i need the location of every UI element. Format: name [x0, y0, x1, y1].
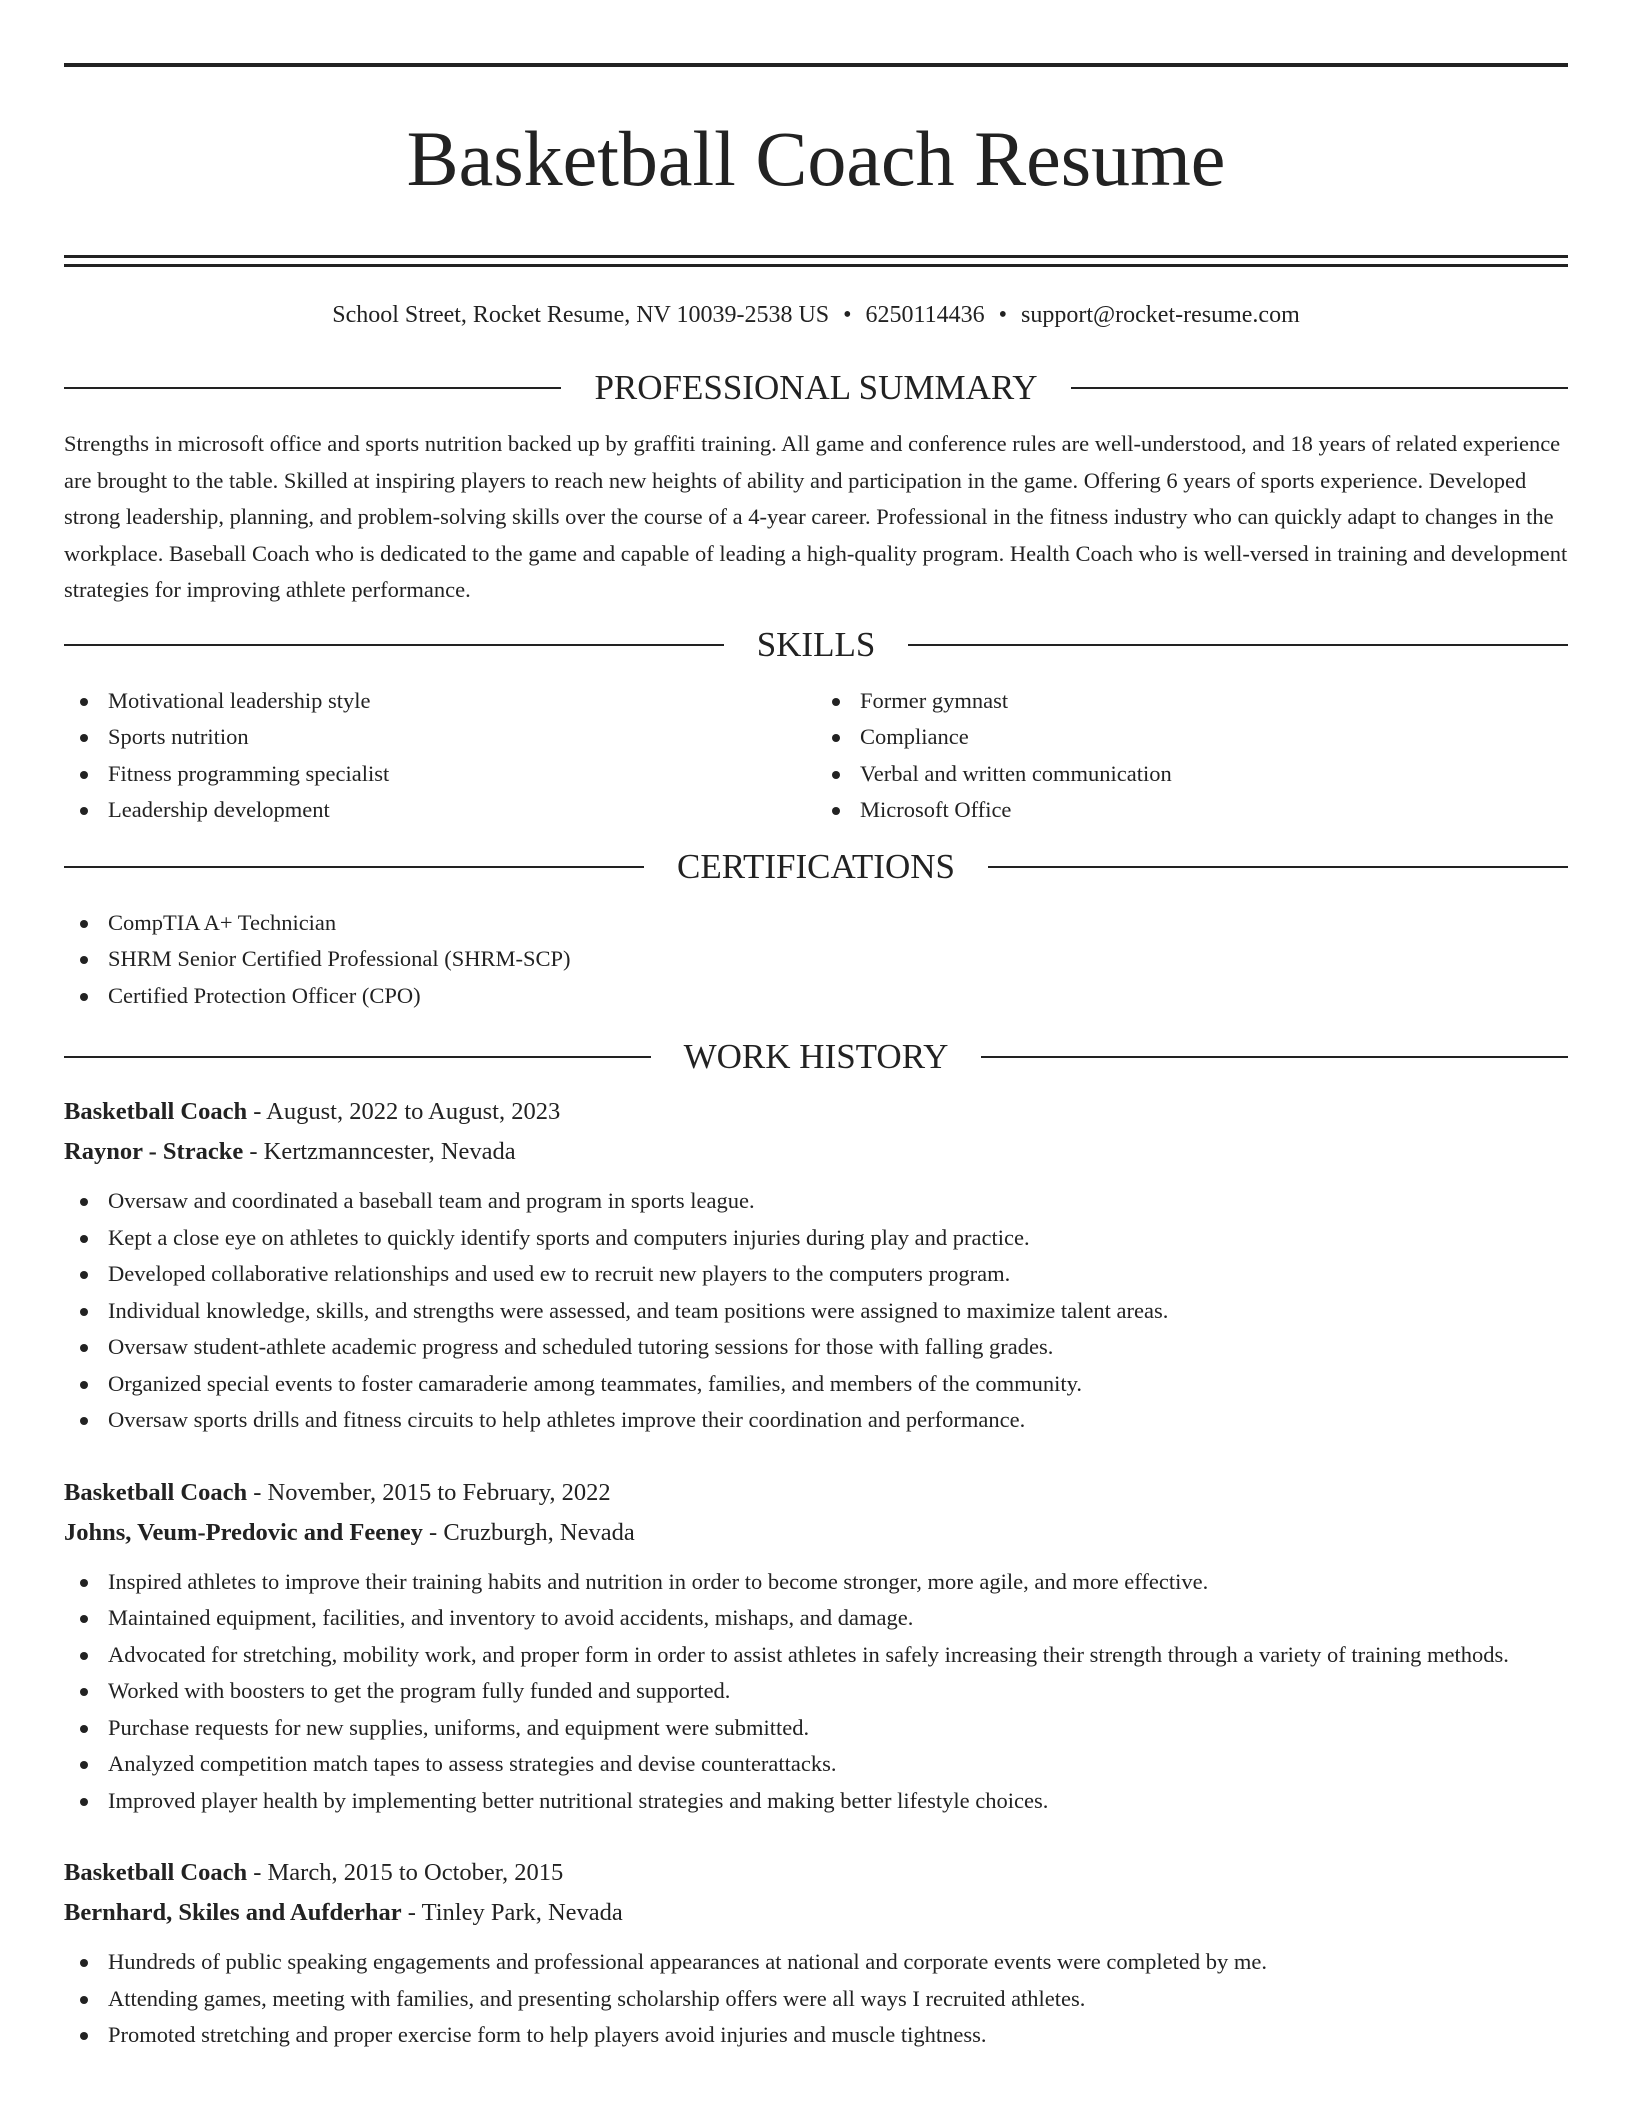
- heading-rule-left: [64, 1056, 651, 1058]
- job-duty-item: [64, 1564, 1568, 1601]
- bullet-dot: [80, 2032, 88, 2040]
- job-duty-item: [64, 1366, 1568, 1403]
- job-duty-item-text: Improved player health by implementing better nutritional strategies and making better lifestyle choices.: [108, 1787, 1049, 1813]
- job-title-line: [64, 1092, 1568, 1132]
- skill-item: [816, 683, 1568, 720]
- skill-item-text: Motivational leadership style: [108, 687, 371, 713]
- job-location: Cruzburgh, Nevada: [443, 1518, 635, 1546]
- bullet-dot: [80, 1798, 88, 1806]
- skills-column-right: [816, 683, 1568, 829]
- skills-list-right: [816, 683, 1568, 829]
- summary-heading: [64, 366, 1568, 410]
- bullet-dot: [80, 956, 88, 964]
- certifications-heading-label: CERTIFICATIONS: [677, 846, 955, 886]
- job-company: Johns, Veum-Predovic and Feeney: [64, 1518, 423, 1546]
- contact-address: School Street, Rocket Resume, NV 10039-2538 US: [332, 302, 830, 328]
- job-location: Tinley Park, Nevada: [421, 1899, 623, 1926]
- bullet-dot: [80, 1344, 88, 1352]
- skill-item: [816, 792, 1568, 829]
- certification-item-text: Certified Protection Officer (CPO): [108, 982, 421, 1008]
- bullet-dot: [80, 1417, 88, 1425]
- skill-item-text: Microsoft Office: [860, 797, 1012, 822]
- skill-item: [816, 756, 1568, 793]
- heading-rule-left: [64, 644, 724, 646]
- job-duty-item: [64, 1293, 1568, 1330]
- job-duty-item: [64, 1783, 1568, 1820]
- skills-column-left: [64, 683, 816, 829]
- bullet-dot: [80, 734, 88, 742]
- heading-rule-right: [988, 866, 1568, 868]
- heading-rule-right: [981, 1056, 1568, 1058]
- job-entry: [64, 1092, 1568, 1439]
- job-duty-item-text: Promoted stretching and proper exercise form to help players avoid injuries and muscle tightness.: [108, 2022, 987, 2047]
- skill-item-text: Sports nutrition: [108, 724, 249, 749]
- bullet-dot: [80, 1652, 88, 1660]
- skill-item: [64, 792, 816, 829]
- bullet-dot: [80, 1308, 88, 1316]
- bullet-dot: [80, 1996, 88, 2004]
- bullet-dot: [80, 1725, 88, 1733]
- summary-heading-label: PROFESSIONAL SUMMARY: [594, 368, 1038, 407]
- job-duty-item-text: Attending games, meeting with families, and presenting scholarship offers were all ways I recruited athletes.: [108, 1985, 1086, 2011]
- job-duty-item: [64, 1944, 1568, 1981]
- job-dates: March, 2015 to October, 2015: [267, 1859, 564, 1886]
- job-duty-item: [64, 2017, 1568, 2054]
- work-history-jobs: [64, 1092, 1568, 2054]
- job-title: Basketball Coach: [64, 1859, 248, 1886]
- job-duty-item-text: Purchase requests for new supplies, uniforms, and equipment were submitted.: [108, 1714, 810, 1740]
- title-block: [64, 0, 1568, 267]
- skill-item-text: Leadership development: [108, 797, 330, 822]
- job-duty-item: [64, 1710, 1568, 1747]
- work-history-heading: [64, 1035, 1568, 1079]
- job-duty-item-text: Analyzed competition match tapes to assess strategies and devise counterattacks.: [108, 1751, 837, 1776]
- job-company-line: [64, 1513, 1568, 1553]
- bullet-dot: [80, 771, 88, 779]
- job-company-line: [64, 1893, 1568, 1933]
- job-duties-list: [64, 1944, 1568, 2054]
- page-title: Basketball Coach Resume: [406, 115, 1226, 202]
- skills-heading: [64, 623, 1568, 667]
- job-duty-item-text: Oversaw and coordinated a baseball team and program in sports league.: [108, 1188, 755, 1213]
- skill-item: [816, 719, 1568, 756]
- job-duty-item: [64, 1981, 1568, 2018]
- bullet-dot: [80, 1235, 88, 1243]
- bullet-dot: [80, 1381, 88, 1389]
- bullet-dot: [80, 1579, 88, 1587]
- skill-item-text: Compliance: [860, 724, 969, 749]
- job-dash: -: [253, 1098, 262, 1125]
- certifications-list: [64, 905, 1568, 1015]
- bullet-dot: [80, 807, 88, 815]
- bullet-dot: [80, 1959, 88, 1967]
- job-dash: -: [249, 1138, 258, 1165]
- bullet-dot: [80, 698, 88, 706]
- job-duties-list: [64, 1564, 1568, 1820]
- job-entry: [64, 1853, 1568, 2054]
- certifications-heading: [64, 845, 1568, 889]
- heading-rule-right: [1071, 387, 1568, 389]
- job-dash: -: [429, 1518, 438, 1546]
- bullet-dot: [832, 807, 840, 815]
- work-history-heading-label: WORK HISTORY: [683, 1037, 949, 1076]
- job-duty-item: [64, 1329, 1568, 1366]
- certification-item: [64, 978, 1568, 1015]
- job-duties-list: [64, 1183, 1568, 1439]
- skill-item-text: Fitness programming specialist: [108, 760, 390, 786]
- heading-rule-right: [908, 644, 1568, 646]
- bullet-dot: [80, 1271, 88, 1279]
- bullet-dot: [80, 993, 88, 1001]
- bullet-dot: [80, 920, 88, 928]
- skill-item: [64, 719, 816, 756]
- summary-text: Strengths in microsoft office and sports nutrition backed up by graffiti training. All game and conference rules are well-understood, and 18 years of related experience are brought to the table. Skilled at inspiring players to reach new heights of ability and participation in the game. Offering 6 years of sports experience. Developed strong leadership, planning, and problem-solving skills over the course of a 4-year career. Professional in the fitness industry who can quickly adapt to changes in the workplace. Baseball Coach who is dedicated to the game and capable of leading a high-quality program. Health Coach who is well-versed in training and development strategies for improving athlete performance.: [64, 431, 1568, 602]
- contact-separator: •: [843, 302, 852, 328]
- job-title: Basketball Coach: [64, 1478, 248, 1506]
- job-duty-item: [64, 1402, 1568, 1439]
- job-duty-item: [64, 1637, 1568, 1674]
- skills-heading-label: SKILLS: [756, 624, 876, 664]
- skill-item: [64, 683, 816, 720]
- job-duty-item-text: Maintained equipment, facilities, and inventory to avoid accidents, mishaps, and damage.: [108, 1605, 914, 1630]
- certification-item-text: CompTIA A+ Technician: [108, 909, 337, 935]
- bullet-dot: [832, 698, 840, 706]
- job-duty-item-text: Advocated for stretching, mobility work, and proper form in order to assist athletes in safely increasing their strength through a variety of training methods.: [108, 1641, 1509, 1667]
- job-duty-item-text: Inspired athletes to improve their training habits and nutrition in order to become stronger, more agile, and more effective.: [108, 1568, 1209, 1594]
- job-duty-item: [64, 1256, 1568, 1293]
- job-title: Basketball Coach: [64, 1098, 248, 1125]
- title-bottom-double-rule: [64, 255, 1568, 267]
- job-duty-item: [64, 1183, 1568, 1220]
- job-company: Raynor - Stracke: [64, 1138, 244, 1165]
- skills-list-left: [64, 683, 816, 829]
- job-dates: August, 2022 to August, 2023: [266, 1098, 561, 1125]
- job-duty-item: [64, 1600, 1568, 1637]
- bullet-dot: [80, 1198, 88, 1206]
- heading-rule-left: [64, 387, 561, 389]
- heading-rule-left: [64, 866, 644, 868]
- bullet-dot: [832, 734, 840, 742]
- job-duty-item: [64, 1746, 1568, 1783]
- skill-item: [64, 756, 816, 793]
- job-company: Bernhard, Skiles and Aufderhar: [64, 1899, 402, 1926]
- bullet-dot: [80, 1761, 88, 1769]
- contact-phone: 6250114436: [865, 302, 985, 328]
- job-duty-item-text: Individual knowledge, skills, and strengths were assessed, and team positions were assigned to maximize talent areas.: [108, 1297, 1169, 1323]
- skill-item-text: Former gymnast: [860, 687, 1009, 713]
- bullet-dot: [80, 1615, 88, 1623]
- bullet-dot: [832, 771, 840, 779]
- job-duty-item-text: Worked with boosters to get the program fully funded and supported.: [108, 1678, 731, 1703]
- job-company-line: [64, 1132, 1568, 1172]
- contact-line: [64, 299, 1568, 331]
- job-dates: November, 2015 to February, 2022: [267, 1478, 611, 1506]
- certification-item-text: SHRM Senior Certified Professional (SHRM-SCP): [108, 946, 571, 971]
- bullet-dot: [80, 1688, 88, 1696]
- skills-grid: [64, 683, 1568, 829]
- job-duty-item: [64, 1220, 1568, 1257]
- job-duty-item-text: Organized special events to foster camaraderie among teammates, families, and members of the community.: [108, 1370, 1083, 1396]
- contact-separator: •: [998, 302, 1008, 328]
- job-dash: -: [253, 1859, 262, 1886]
- job-duty-item-text: Oversaw student-athlete academic progress and scheduled tutoring sessions for those with falling grades.: [108, 1334, 1054, 1359]
- certification-item: [64, 905, 1568, 942]
- job-title-line: [64, 1853, 1568, 1893]
- job-duty-item-text: Hundreds of public speaking engagements and professional appearances at national and corporate events were completed by me.: [108, 1949, 1267, 1974]
- skill-item-text: Verbal and written communication: [860, 760, 1172, 786]
- job-dash: -: [407, 1899, 416, 1926]
- job-duty-item: [64, 1673, 1568, 1710]
- contact-email: support@rocket-resume.com: [1021, 302, 1300, 328]
- job-title-line: [64, 1473, 1568, 1513]
- job-location: Kertzmanncester, Nevada: [263, 1138, 516, 1165]
- certification-item: [64, 941, 1568, 978]
- job-duty-item-text: Developed collaborative relationships and used ew to recruit new players to the computers program.: [108, 1261, 1011, 1286]
- job-duty-item-text: Oversaw sports drills and fitness circuits to help athletes improve their coordination and performance.: [108, 1407, 1026, 1432]
- job-entry: [64, 1473, 1568, 1820]
- job-duty-item-text: Kept a close eye on athletes to quickly identify sports and computers injuries during play and practice.: [108, 1224, 1030, 1250]
- job-dash: -: [253, 1478, 262, 1506]
